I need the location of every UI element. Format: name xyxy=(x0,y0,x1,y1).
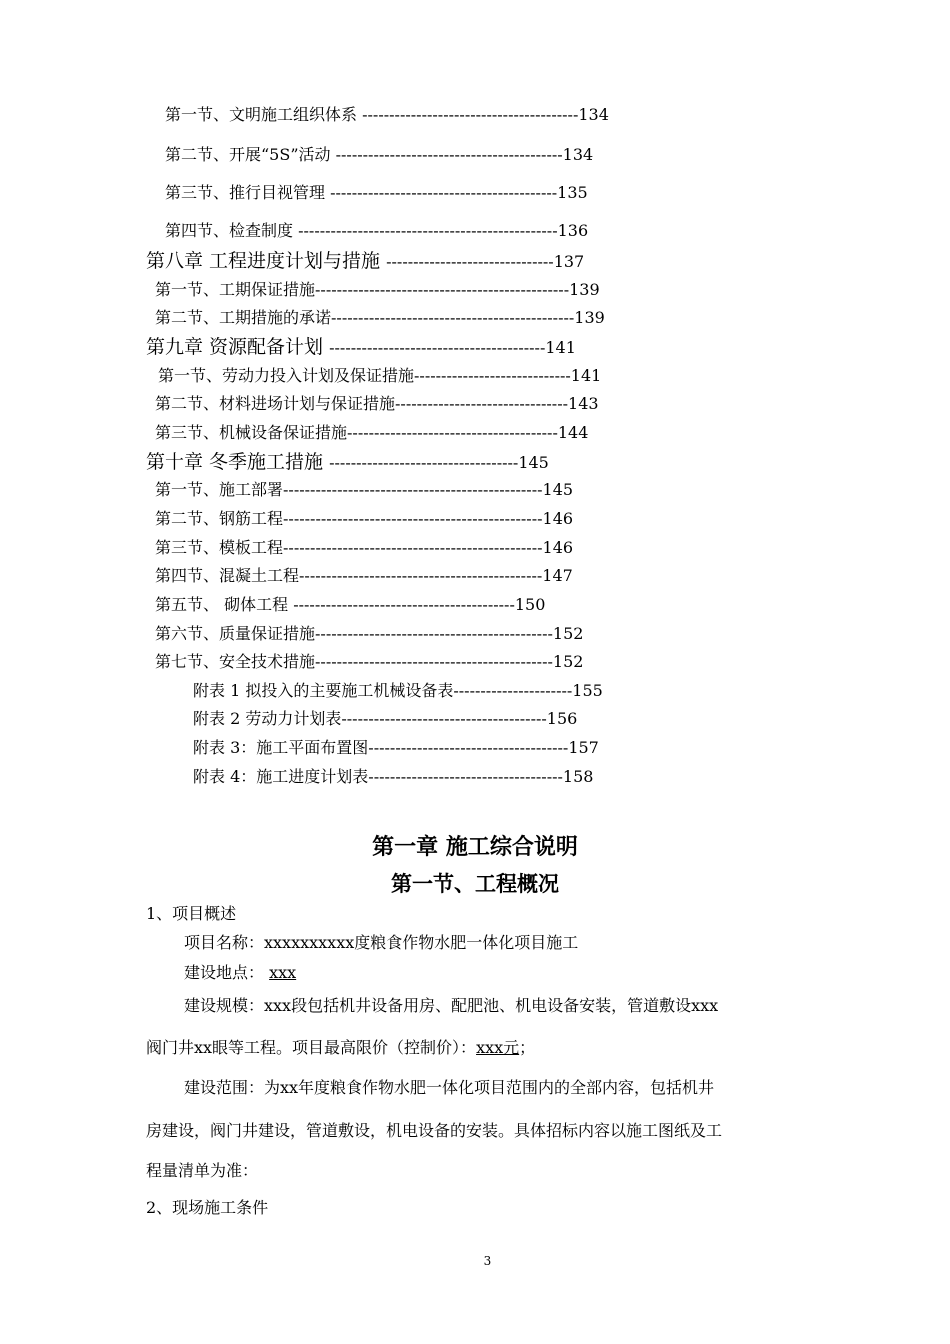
toc-page: 150 xyxy=(514,595,546,614)
toc-leader: ---------------------------------------- xyxy=(329,338,546,357)
toc-entry xyxy=(165,105,609,125)
toc-leader: ------------------------------------------ xyxy=(330,183,558,202)
toc-title: 第三节、推行目视管理 xyxy=(165,183,331,202)
toc-page: 146 xyxy=(542,538,574,557)
toc-leader: ------------------------------------------------ xyxy=(283,509,543,528)
toc-entry xyxy=(155,538,573,558)
toc-page: 141 xyxy=(570,366,602,385)
scope-line-continued: 房建设，阀门井建设，管道敷设，机电设备的安装。具体招标内容以施工图纸及工 xyxy=(146,1121,723,1140)
toc-page: 144 xyxy=(557,423,589,442)
toc-leader: ------------------------------------- xyxy=(368,738,569,757)
toc-title: 第五节、 砌体工程 xyxy=(155,595,294,614)
toc-title: 第十章 冬季施工措施 xyxy=(146,451,330,473)
toc-leader: -------------------------------------- xyxy=(341,709,547,728)
toc-leader: ------------------------------- xyxy=(386,252,554,271)
toc-appendix-entry xyxy=(193,681,603,701)
toc-page: 143 xyxy=(568,394,599,413)
toc-title: 附表 2 劳动力计划表 xyxy=(193,709,342,728)
toc-appendix-entry xyxy=(193,767,593,787)
toc-entry xyxy=(155,280,600,300)
toc-leader: ------------------------------------------------ xyxy=(283,538,543,557)
toc-title: 第一节、施工部署 xyxy=(155,480,284,499)
toc-entry xyxy=(155,652,583,672)
toc-page: 139 xyxy=(574,308,605,327)
toc-leader: --------------------------------------------- xyxy=(331,308,575,327)
toc-appendix-entry xyxy=(193,738,599,758)
toc-title: 第二节、开展“5S”活动 xyxy=(165,145,336,164)
toc-leader: ----------------------------- xyxy=(414,366,571,385)
toc-page: 157 xyxy=(568,738,599,757)
project-name-line: 项目名称：xxxxxxxxxx度粮食作物水肥一体化项目施工 xyxy=(184,933,579,952)
chapter-heading: 第一章 施工综合说明 xyxy=(372,834,578,860)
toc-title: 附表 4：施工进度计划表 xyxy=(193,767,369,786)
toc-leader: --------------------------------------- xyxy=(347,423,558,442)
toc-leader: ---------------------------------------- xyxy=(362,105,579,124)
toc-leader: ---------------------- xyxy=(453,681,573,700)
toc-entry xyxy=(155,423,588,443)
toc-page: 156 xyxy=(546,709,578,728)
toc-leader: ----------------------------------- xyxy=(329,453,519,472)
toc-title: 第二节、工期措施的承诺 xyxy=(155,308,332,327)
toc-entry xyxy=(155,308,605,328)
toc-chapter-entry xyxy=(146,335,576,360)
toc-title: 第三节、模板工程 xyxy=(155,538,284,557)
toc-title: 第七节、安全技术措施 xyxy=(155,652,316,671)
toc-entry xyxy=(158,366,601,386)
toc-leader: ------------------------------------------ xyxy=(335,145,563,164)
item-heading: 1、项目概述 xyxy=(146,904,237,923)
scale-text-end: ； xyxy=(519,1038,536,1057)
toc-appendix-entry xyxy=(193,709,577,729)
toc-leader: --------------------------------------------- xyxy=(299,566,543,585)
toc-page: 145 xyxy=(542,480,574,499)
price-value: xxx元 xyxy=(476,1038,520,1057)
toc-title: 第四节、混凝土工程 xyxy=(155,566,300,585)
scale-line-continued xyxy=(146,1037,535,1059)
toc-title: 第四节、检查制度 xyxy=(165,221,299,240)
toc-leader: ------------------------------------------------ xyxy=(283,480,543,499)
toc-title: 第二节、材料进场计划与保证措施 xyxy=(155,394,396,413)
location-label: 建设地点： xyxy=(184,963,270,982)
scope-line: 建设范围：为xx年度粮食作物水肥一体化项目范围内的全部内容，包括机井 xyxy=(184,1078,715,1097)
toc-title: 第一节、工期保证措施 xyxy=(155,280,316,299)
toc-leader: ------------------------------------------------ xyxy=(298,221,558,240)
toc-page: 135 xyxy=(557,183,588,202)
toc-page: 137 xyxy=(553,252,585,271)
toc-page: 145 xyxy=(518,453,549,472)
toc-page: 152 xyxy=(552,652,584,671)
section-heading: 第一节、工程概况 xyxy=(391,871,559,896)
toc-title: 第二节、钢筋工程 xyxy=(155,509,284,528)
toc-entry xyxy=(155,595,545,615)
toc-page: 134 xyxy=(578,105,609,124)
toc-page: 134 xyxy=(562,145,594,164)
toc-leader: -------------------------------- xyxy=(395,394,569,413)
toc-page: 141 xyxy=(545,338,576,357)
page-number: 3 xyxy=(483,1254,492,1268)
toc-entry xyxy=(155,624,583,644)
toc-entry xyxy=(155,509,573,529)
toc-title: 第一节、劳动力投入计划及保证措施 xyxy=(158,366,415,385)
toc-title: 第六节、质量保证措施 xyxy=(155,624,316,643)
toc-title: 第九章 资源配备计划 xyxy=(146,336,330,358)
toc-leader: ----------------------------------------- xyxy=(293,595,515,614)
toc-page: 136 xyxy=(557,221,589,240)
toc-page: 139 xyxy=(569,280,600,299)
location-line xyxy=(184,962,296,984)
toc-page: 146 xyxy=(542,509,574,528)
scope-line-end: 程量清单为准： xyxy=(146,1161,259,1180)
toc-entry xyxy=(155,480,573,500)
toc-chapter-entry xyxy=(146,450,549,475)
item-heading: 2、现场施工条件 xyxy=(146,1198,269,1217)
toc-entry xyxy=(155,566,573,586)
toc-entry xyxy=(165,221,588,241)
scale-text: 阀门井xx眼等工程。项目最高限价（控制价）： xyxy=(146,1038,477,1057)
toc-title: 附表 1 拟投入的主要施工机械设备表 xyxy=(193,681,454,700)
toc-page: 155 xyxy=(572,681,603,700)
toc-page: 152 xyxy=(552,624,584,643)
toc-title: 附表 3：施工平面布置图 xyxy=(193,738,369,757)
toc-leader: -------------------------------------------- xyxy=(315,624,553,643)
scale-line: 建设规模：xxx段包括机井设备用房、配肥池、机电设备安装，管道敷设xxx xyxy=(184,996,719,1015)
toc-page: 158 xyxy=(562,767,594,786)
toc-chapter-entry xyxy=(146,249,584,274)
toc-leader: ----------------------------------------------- xyxy=(315,280,570,299)
toc-title: 第三节、机械设备保证措施 xyxy=(155,423,348,442)
location-value: xxx xyxy=(269,963,297,982)
toc-leader: -------------------------------------------- xyxy=(315,652,553,671)
toc-entry xyxy=(165,145,593,165)
toc-entry xyxy=(155,394,599,414)
toc-entry xyxy=(165,183,588,203)
toc-leader: ------------------------------------ xyxy=(368,767,563,786)
toc-page: 147 xyxy=(542,566,573,585)
toc-title: 第八章 工程进度计划与措施 xyxy=(146,250,387,272)
toc-title: 第一节、文明施工组织体系 xyxy=(165,105,363,124)
